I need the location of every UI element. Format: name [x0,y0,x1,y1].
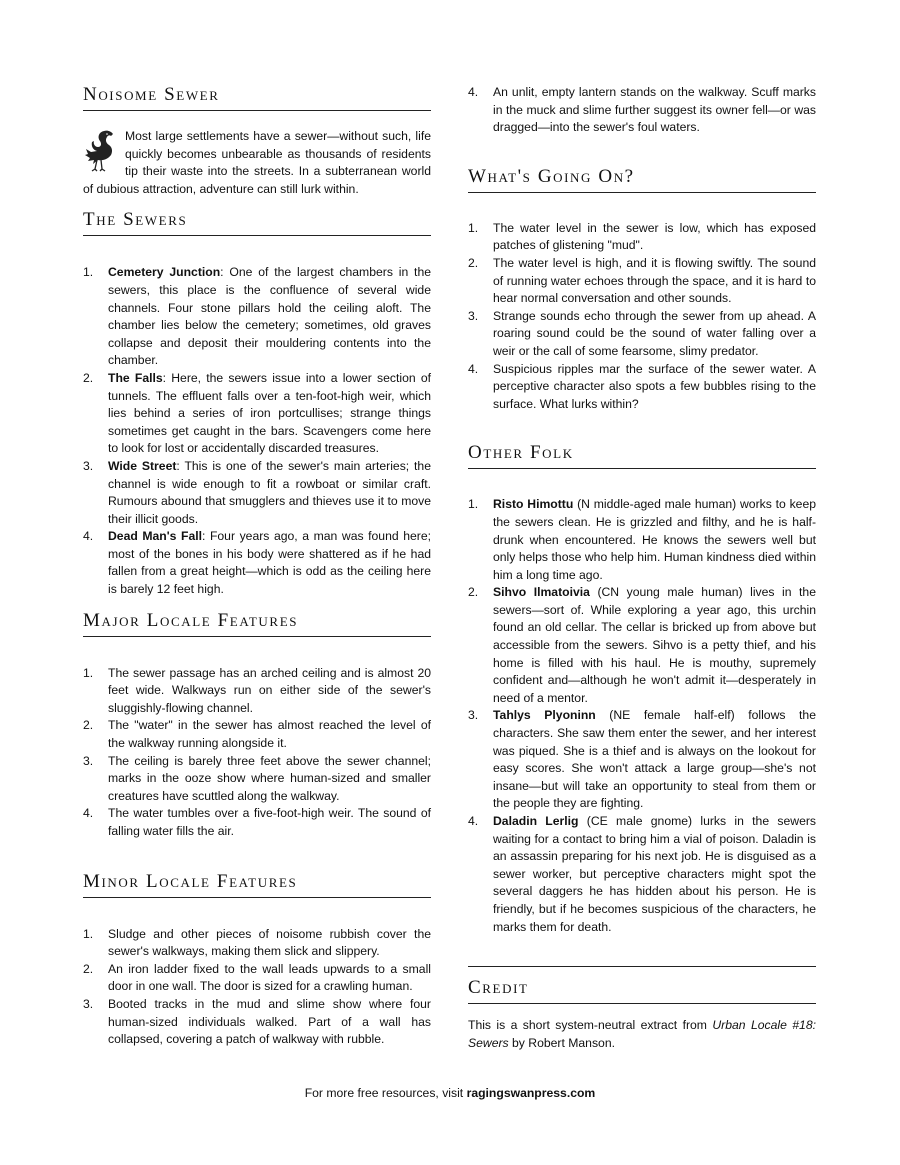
sewers-heading: The Sewers [83,209,431,236]
footer-link[interactable]: ragingswanpress.com [466,1086,596,1100]
swan-logo-icon [83,128,117,172]
minor-features-list-continued [468,84,816,137]
whats-going-on-list [468,220,816,414]
list-item: 2. Sihvo Ilmatoivia (CN young male human) lives in the sewers—sort of. While exploring a year ago, this urchin found an old cellar. The cellar is bricked up from above but accessible from the sewers. Sihvo is a petty thief, and his home is filled with his haul. He is mouthy, supremely confident and—although he won't admit it—desperately in need of a mentor. [468,585,816,705]
credit-heading: Credit [468,966,816,1004]
whats-going-on-heading: What's Going On? [468,166,816,193]
list-item: 4. Daladin Lerlig (CE male gnome) lurks in the sewers waiting for a contact to bring him a vial of poison. Daladin is an assassin preparing for his next job. He is disguised as a sewer worker, but perceptive characters might spot the several daggers he has hidden about his person. He is friendly, but if he becomes suspicious of the characters, he marks them for death. [468,814,816,934]
footer-text: For more free resources, visit [304,1086,467,1100]
major-features-list [83,665,431,841]
list-item: 1. Cemetery Junction: One of the largest chambers in the sewers, this place is the confluence of several wide channels. Four stone pillars hold the ceiling aloft. The chamber lies below the cemetery; sometimes, old graves collapse and deposit their mouldering contents into the chamber. [83,265,431,368]
list-item: 2. The water level is high, and it is flowing swiftly. The sound of running water echoes through the space, and it is hard to hear normal conversation and other sounds. [468,255,816,306]
list-item: 4. Suspicious ripples mar the surface of the sewer water. A perceptive character also spots a few bubbles rising to the surface. What lurks within? [468,361,816,411]
book-title: Urban Locale #18: Sewers [468,1018,816,1050]
major-features-heading: Major Locale Features [83,610,431,637]
minor-features-heading: Minor Locale Features [83,871,431,898]
list-item: 3. Booted tracks in the mud and slime show where four human-sized individuals walked. Part of a wall has collapsed, covering a patch of walkway with rubble. [83,996,431,1047]
right-column [468,84,816,1052]
list-item: 1. The sewer passage has an arched ceiling and is almost 20 feet wide. Walkways run on either side of the sewer's sluggishly-flowing channel. [83,665,431,715]
list-item: 4. Dead Man's Fall: Four years ago, a man was found here; most of the bones in his body were shattered as if he had fallen from a great height—which is odd as the ceiling here is barely 12 feet high. [83,529,431,597]
list-item: 3. Wide Street: This is one of the sewer's main arteries; the channel is wide enough to fit a rowboat or similar craft. Rumours abound that smugglers and thieves use it to move their illicit goods. [83,458,431,526]
intro-text: Most large settlements have a sewer—without such, life quickly becomes unbearable as thousands of residents tip their waste into the streets. In a subterranean world of dubious attraction, adventure can still lurk within. [83,129,431,196]
minor-features-list [83,926,431,1049]
sewers-list [83,264,431,598]
page-title: Noisome Sewer [83,84,431,111]
list-item: 4. The water tumbles over a five-foot-high weir. The sound of falling water fills the air. [83,806,431,838]
list-item: 1. Sludge and other pieces of noisome rubbish cover the sewer's walkways, making them slick and slippery. [83,926,431,959]
list-item: 2. The "water" in the sewer has almost reached the level of the walkway running alongside it. [83,718,431,751]
credit-text: This is a short system-neutral extract from Urban Locale #18: Sewers by Robert Manson. [468,1018,816,1050]
list-item: 2. The Falls: Here, the sewers issue into a lower section of tunnels. The effluent falls over a ten-foot-high weir, which lies behind a series of iron portcullises; strange things sometimes get caught in the bars. Scavengers come here to look for lost or accidentally discarded treasures. [83,370,432,456]
list-item: 1. The water level in the sewer is low, which has exposed patches of glistening "mud". [468,220,816,253]
list-item: 3. Tahlys Plyoninn (NE female half-elf) follows the characters. She saw them enter the sewer, and her interest was piqued. She is a thief and is always on the lookout for easy scores. She won't attack a large group—she's not insane—but will take an opportunity to steal from them or the people they are fighting. [468,708,816,811]
other-folk-list [468,496,816,936]
left-column [83,84,431,1049]
footer [0,1086,900,1100]
list-item: 3. The ceiling is barely three feet above the sewer channel; marks in the ooze show where human-sized and smaller creatures have scuttled along the walkway. [83,753,431,803]
other-folk-heading: Other Folk [468,442,816,469]
list-item: 4. An unlit, empty lantern stands on the walkway. Scuff marks in the muck and slime further suggest its owner fell—or was dragged—into the sewer's foul waters. [468,85,816,135]
list-item: 3. Strange sounds echo through the sewer from up ahead. A roaring sound could be the sound of water falling over a weir or the call of some fearsome, slimy predator. [468,308,816,358]
intro-block [83,128,431,198]
list-item: 2. An iron ladder fixed to the wall leads upwards to a small door in one wall. The door is sized for a crawling human. [83,961,431,994]
list-item: 1. Risto Himottu (N middle-aged male human) works to keep the sewers clean. He is grizzled and filthy, and he is half-drunk when encountered. He knows the sewers well but only helps those who help him. Human kindness died within him a long time ago. [468,497,817,582]
